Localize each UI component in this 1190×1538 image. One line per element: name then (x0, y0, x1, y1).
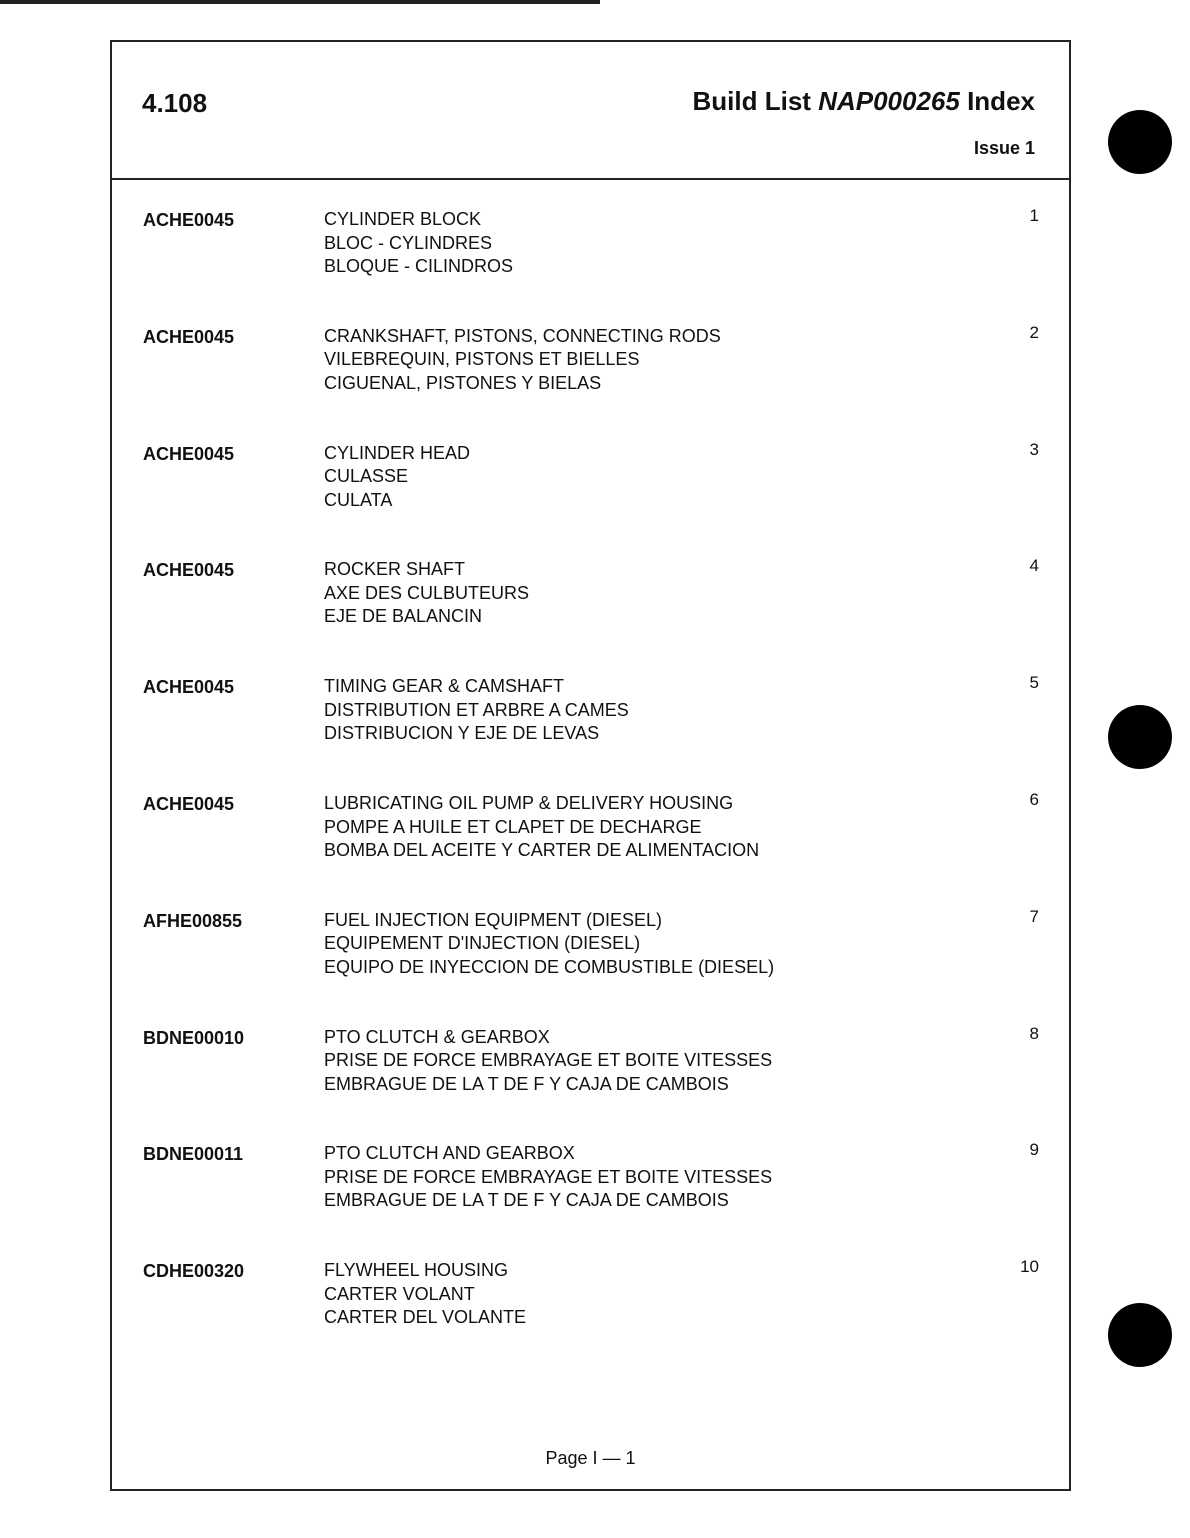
index-entry (112, 675, 1069, 765)
entry-description (324, 909, 774, 980)
entry-page-number: 8 (1029, 1023, 1039, 1043)
scan-edge-line (0, 0, 600, 4)
description-line: PTO CLUTCH & GEARBOX (324, 1026, 550, 1047)
description-line: CARTER VOLANT (324, 1283, 475, 1304)
description-line: EQUIPO DE INYECCION DE COMBUSTIBLE (DIESEL) (324, 956, 775, 977)
entry-page-number: 4 (1029, 556, 1039, 576)
part-code: ACHE0045 (143, 677, 235, 698)
entry-page-number: 10 (1020, 1257, 1039, 1277)
entry-description (324, 1259, 526, 1330)
description-line: CYLINDER HEAD (324, 442, 471, 463)
engine-model: 4.108 (142, 88, 208, 118)
description-line: EMBRAGUE DE LA T DE F Y CAJA DE CAMBOIS (324, 1190, 729, 1211)
entry-description (324, 675, 629, 746)
description-line: ROCKER SHAFT (324, 559, 466, 580)
part-code: ACHE0045 (143, 560, 235, 581)
description-line: AXE DES CULBUTEURS (324, 582, 530, 603)
title-prefix: Build List (692, 86, 811, 116)
index-entry (112, 1259, 1069, 1349)
index-entry (112, 208, 1069, 298)
part-code: CDHE00320 (143, 1261, 245, 1282)
entry-page-number: 6 (1029, 790, 1039, 809)
entry-description (324, 558, 529, 629)
description-line: EMBRAGUE DE LA T DE F Y CAJA DE CAMBOIS (324, 1073, 729, 1094)
part-code: ACHE0045 (143, 794, 235, 814)
punch-hole (1108, 110, 1172, 174)
description-line: BLOC - CYLINDRES (324, 232, 493, 253)
entry-page-number: 1 (1029, 206, 1039, 225)
entry-description (324, 442, 470, 513)
index-entry (112, 322, 1069, 415)
description-line: PRISE DE FORCE EMBRAYAGE ET BOITE VITESSES (324, 1050, 773, 1071)
entry-description (324, 208, 513, 279)
description-line: FLYWHEEL HOUSING (324, 1260, 509, 1281)
page-title (693, 86, 1035, 117)
description-line: EQUIPEMENT D'INJECTION (DIESEL) (324, 933, 641, 954)
entry-page-number: 7 (1029, 906, 1039, 926)
part-code: AFHE00855 (143, 910, 243, 931)
part-code: ACHE0045 (143, 443, 235, 464)
index-entry (112, 439, 1069, 532)
entry-description (324, 1142, 772, 1213)
punch-hole (1108, 705, 1172, 769)
entry-description (324, 792, 759, 863)
description-line: PRISE DE FORCE EMBRAYAGE ET BOITE VITESSES (324, 1166, 773, 1187)
title-suffix: Index (967, 86, 1035, 116)
description-line: BLOQUE - CILINDROS (324, 256, 514, 276)
part-code: BDNE00010 (143, 1027, 245, 1048)
entry-page-number: 5 (1029, 673, 1039, 693)
description-line: TIMING GEAR & CAMSHAFT (324, 676, 565, 697)
description-line: PTO CLUTCH AND GEARBOX (324, 1143, 575, 1164)
page-frame (110, 40, 1071, 1491)
description-line: BOMBA DEL ACEITE Y CARTER DE ALIMENTACION (324, 840, 760, 860)
description-line: CRANKSHAFT, PISTONS, CONNECTING RODS (324, 325, 721, 346)
description-line: DISTRIBUTION ET ARBRE A CAMES (324, 699, 629, 720)
index-entry (112, 1023, 1069, 1116)
description-line: CULATA (324, 489, 393, 510)
index-entry (112, 1142, 1069, 1232)
index-entry (112, 558, 1069, 648)
index-entry (112, 792, 1069, 882)
description-line: POMPE A HUILE ET CLAPET DE DECHARGE (324, 816, 702, 837)
description-line: FUEL INJECTION EQUIPMENT (DIESEL) (324, 909, 663, 930)
entry-page-number: 2 (1029, 322, 1039, 342)
entry-page-number: 3 (1029, 439, 1039, 459)
description-line: CYLINDER BLOCK (324, 209, 482, 229)
description-line: EJE DE BALANCIN (324, 606, 483, 627)
description-line: CARTER DEL VOLANTE (324, 1307, 527, 1328)
description-line: VILEBREQUIN, PISTONS ET BIELLES (324, 349, 640, 370)
entry-description (324, 325, 721, 396)
punch-hole (1108, 1303, 1172, 1367)
entry-page-number: 9 (1029, 1140, 1039, 1160)
header-divider (112, 178, 1069, 180)
description-line: CIGUENAL, PISTONES Y BIELAS (324, 372, 602, 393)
part-code: ACHE0045 (143, 326, 235, 347)
description-line: DISTRIBUCION Y EJE DE LEVAS (324, 723, 600, 744)
description-line: CULASSE (324, 466, 409, 487)
part-code: BDNE00011 (143, 1144, 244, 1165)
build-list-code: NAP000265 (818, 86, 960, 116)
index-entry (112, 906, 1069, 999)
description-line: LUBRICATING OIL PUMP & DELIVERY HOUSING (324, 793, 734, 813)
entry-description (324, 1026, 772, 1097)
page-number: Page I — 1 (545, 1448, 636, 1468)
part-code: ACHE0045 (143, 210, 235, 230)
issue-label: Issue 1 (973, 138, 1035, 158)
